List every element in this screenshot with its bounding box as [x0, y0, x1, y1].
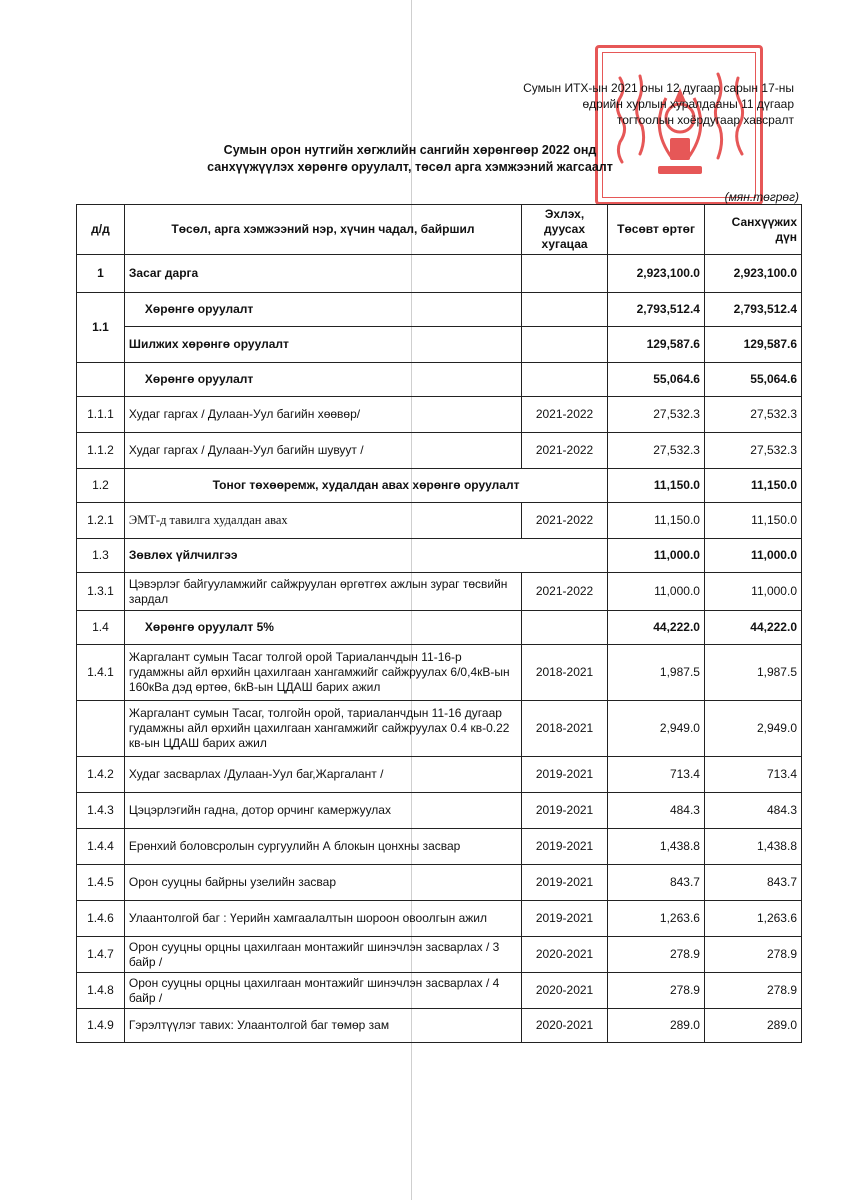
row-budget: 1,987.5 [608, 645, 705, 701]
table-row [77, 701, 802, 757]
row-budget: 129,587.6 [608, 327, 705, 363]
row-name: Ерөнхий боловсролын сургуулийн А блокын цонхны засвар [124, 829, 521, 865]
row-budget: 278.9 [608, 937, 705, 973]
row-no: 1.4.4 [77, 829, 125, 865]
row-budget: 11,000.0 [608, 539, 705, 573]
row-budget: 2,793,512.4 [608, 293, 705, 327]
resolution-reference [464, 80, 794, 128]
row-name: Засаг дарга [124, 255, 521, 293]
row-funding: 11,000.0 [704, 539, 801, 573]
row-funding: 713.4 [704, 757, 801, 793]
title-line-1: Сумын орон нутгийн хөгжлийн сангийн хөрөнгөөр 2022 онд [223, 143, 597, 157]
table-row [77, 327, 802, 363]
row-duration [521, 363, 607, 397]
row-budget: 11,150.0 [608, 503, 705, 539]
row-funding: 2,949.0 [704, 701, 801, 757]
row-name: Хөрөнгө оруулалт [124, 293, 521, 327]
row-budget: 55,064.6 [608, 363, 705, 397]
row-funding: 55,064.6 [704, 363, 801, 397]
resolution-line-2: өдрийн хурлын хуралдааны 11 дүгаар [582, 97, 794, 111]
row-no: 1.2.1 [77, 503, 125, 539]
row-duration [521, 611, 607, 645]
table-row [77, 645, 802, 701]
row-name: Зөвлөх үйлчилгээ [124, 539, 607, 573]
row-funding: 484.3 [704, 793, 801, 829]
table-row [77, 433, 802, 469]
investment-table [76, 204, 802, 1043]
document-title [200, 142, 620, 176]
table-row [77, 503, 802, 539]
row-no: 1.3 [77, 539, 125, 573]
row-duration: 2021-2022 [521, 397, 607, 433]
table-row [77, 793, 802, 829]
row-budget: 1,438.8 [608, 829, 705, 865]
row-budget: 278.9 [608, 973, 705, 1009]
row-funding: 278.9 [704, 973, 801, 1009]
row-no: 1.3.1 [77, 573, 125, 611]
row-budget: 713.4 [608, 757, 705, 793]
row-name: Худаг гаргах / Дулаан-Уул багийн хөөвөр/ [124, 397, 521, 433]
row-budget: 843.7 [608, 865, 705, 901]
row-no: 1.2 [77, 469, 125, 503]
row-name: Гэрэлтүүлэг тавих: Улаантолгой баг төмөр зам [124, 1009, 521, 1043]
row-duration: 2020-2021 [521, 973, 607, 1009]
row-name: Орон сууцны байрны узелийн засвар [124, 865, 521, 901]
row-funding: 1,987.5 [704, 645, 801, 701]
row-no: 1.1 [77, 293, 125, 363]
row-name: Хөрөнгө оруулалт 5% [124, 611, 521, 645]
row-duration: 2021-2022 [521, 573, 607, 611]
row-budget: 1,263.6 [608, 901, 705, 937]
table-header-row [77, 205, 802, 255]
header-duration: Эхлэх, дуусах хугацаа [521, 205, 607, 255]
row-duration: 2020-2021 [521, 937, 607, 973]
row-no [77, 363, 125, 397]
row-name: Шилжих хөрөнгө оруулалт [124, 327, 521, 363]
row-no: 1.4.2 [77, 757, 125, 793]
row-budget: 11,000.0 [608, 573, 705, 611]
header-funding: Санхүүжих дүн [704, 205, 801, 255]
row-budget: 27,532.3 [608, 433, 705, 469]
resolution-line-3: тогтоолын хоёрдугаар хавсралт [616, 113, 794, 127]
row-budget: 2,949.0 [608, 701, 705, 757]
row-funding: 27,532.3 [704, 433, 801, 469]
row-name: Тоног төхөөремж, худалдан авах хөрөнгө оруулалт [124, 469, 607, 503]
row-duration [521, 327, 607, 363]
row-funding: 11,150.0 [704, 503, 801, 539]
row-duration [521, 255, 607, 293]
row-duration: 2019-2021 [521, 901, 607, 937]
row-budget: 2,923,100.0 [608, 255, 705, 293]
row-funding: 44,222.0 [704, 611, 801, 645]
header-no: д/д [77, 205, 125, 255]
row-funding: 11,000.0 [704, 573, 801, 611]
table-row [77, 937, 802, 973]
table-row [77, 469, 802, 503]
row-no: 1.4.5 [77, 865, 125, 901]
row-name: ЭМТ-д тавилга худалдан авах [124, 503, 521, 539]
row-no: 1.4.3 [77, 793, 125, 829]
unit-note: (мян.төгрөг) [724, 190, 799, 204]
row-no: 1.1.1 [77, 397, 125, 433]
row-no: 1.4.8 [77, 973, 125, 1009]
row-funding: 843.7 [704, 865, 801, 901]
row-budget: 11,150.0 [608, 469, 705, 503]
row-duration: 2021-2022 [521, 433, 607, 469]
row-duration [521, 293, 607, 327]
header-budget: Төсөвт өртөг [608, 205, 705, 255]
row-name: Цэцэрлэгийн гадна, дотор орчинг камержуулах [124, 793, 521, 829]
table-row [77, 611, 802, 645]
row-duration: 2019-2021 [521, 757, 607, 793]
row-budget: 289.0 [608, 1009, 705, 1043]
table-row [77, 973, 802, 1009]
title-line-2: санхүүжүүлэх хөрөнгө оруулалт, төсөл арга хэмжээний жагсаалт [207, 160, 613, 174]
row-duration: 2018-2021 [521, 701, 607, 757]
table-row [77, 865, 802, 901]
table-row [77, 1009, 802, 1043]
row-funding: 11,150.0 [704, 469, 801, 503]
row-duration: 2021-2022 [521, 503, 607, 539]
row-funding: 1,263.6 [704, 901, 801, 937]
row-duration: 2019-2021 [521, 829, 607, 865]
row-name: Улаантолгой баг : Үерийн хамгаалалтын шороон овоолгын ажил [124, 901, 521, 937]
row-no: 1 [77, 255, 125, 293]
table-row [77, 757, 802, 793]
row-no: 1.4.9 [77, 1009, 125, 1043]
row-no: 1.4.1 [77, 645, 125, 701]
header-name: Төсөл, арга хэмжээний нэр, хүчин чадал, байршил [124, 205, 521, 255]
row-no: 1.4.7 [77, 937, 125, 973]
table-row [77, 829, 802, 865]
table-row [77, 293, 802, 327]
table-row [77, 363, 802, 397]
row-name: Орон сууцны орцны цахилгаан монтажийг шинэчлэн засварлах / 4 байр / [124, 973, 521, 1009]
row-funding: 2,923,100.0 [704, 255, 801, 293]
table-row [77, 255, 802, 293]
row-duration: 2019-2021 [521, 793, 607, 829]
row-funding: 129,587.6 [704, 327, 801, 363]
row-no: 1.1.2 [77, 433, 125, 469]
row-no: 1.4 [77, 611, 125, 645]
table-row [77, 901, 802, 937]
row-funding: 289.0 [704, 1009, 801, 1043]
table-row [77, 573, 802, 611]
row-funding: 27,532.3 [704, 397, 801, 433]
table-row [77, 397, 802, 433]
row-name: Хөрөнгө оруулалт [124, 363, 521, 397]
row-name: Жаргалант сумын Тасаг, толгойн орой, тариаланчдын 11-16 дугаар гудамжны айл өрхийн цахилгаан хангамжийг сайжруулах 0.4 кв-0.22 кв-ын ЦДАШ барих ажил [124, 701, 521, 757]
row-budget: 27,532.3 [608, 397, 705, 433]
row-budget: 44,222.0 [608, 611, 705, 645]
row-no: 1.4.6 [77, 901, 125, 937]
row-name: Худаг гаргах / Дулаан-Уул багийн шувуут / [124, 433, 521, 469]
row-name: Жаргалант сумын Тасаг толгой орой Тариаланчдын 11-16-р гудамжны айл өрхийн цахилгаан хангамжийг сайжруулах 6/0,4кВ-ын 160кВа дэд өртөө, 6кВ-ын ЦДАШ барих ажил [124, 645, 521, 701]
row-name: Худаг засварлах /Дулаан-Уул баг,Жаргалант / [124, 757, 521, 793]
resolution-line-1: Сумын ИТХ-ын 2021 оны 12 дугаар сарын 17-ны [523, 81, 794, 95]
row-funding: 1,438.8 [704, 829, 801, 865]
row-duration: 2019-2021 [521, 865, 607, 901]
row-name: Цэвэрлэг байгууламжийг сайжруулан өргөтгөх ажлын зураг төсвийн зардал [124, 573, 521, 611]
row-duration: 2018-2021 [521, 645, 607, 701]
row-funding: 2,793,512.4 [704, 293, 801, 327]
row-no [77, 701, 125, 757]
row-funding: 278.9 [704, 937, 801, 973]
row-name: Орон сууцны орцны цахилгаан монтажийг шинэчлэн засварлах / 3 байр / [124, 937, 521, 973]
row-duration: 2020-2021 [521, 1009, 607, 1043]
row-budget: 484.3 [608, 793, 705, 829]
table-row [77, 539, 802, 573]
